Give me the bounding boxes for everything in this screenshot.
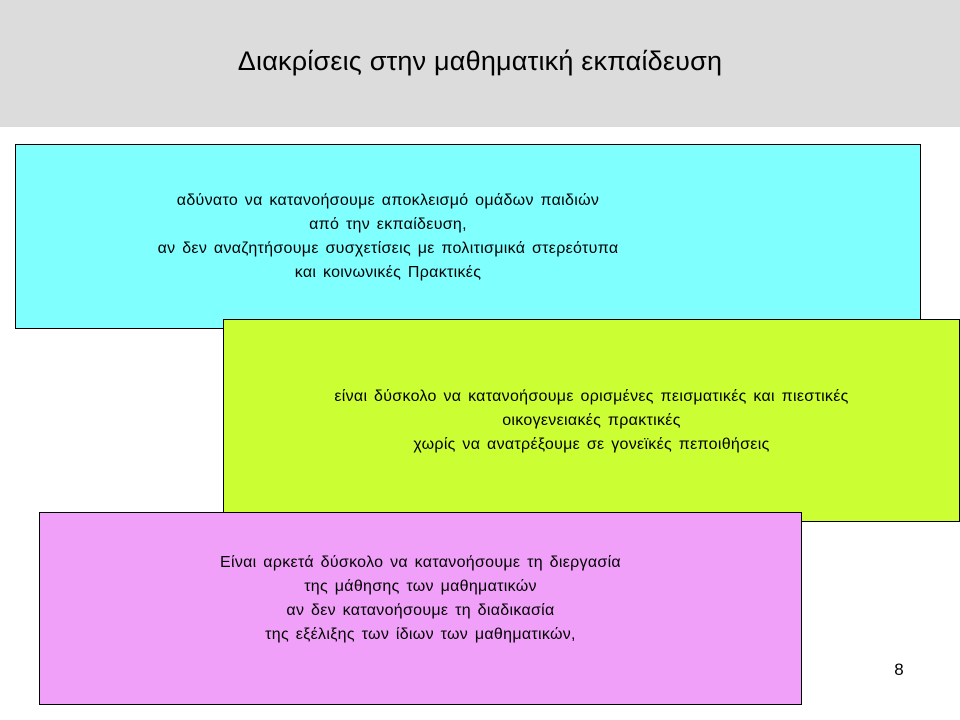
- text-line: αν δεν κατανοήσουμε τη διαδικασία: [286, 601, 555, 619]
- text-box-content: [334, 385, 848, 457]
- text-line: αν δεν αναζητήσουμε συσχετίσεις με πολιτισμικά στερεότυπα: [157, 239, 619, 257]
- text-line: είναι δύσκολο να κατανοήσουμε ορισμένες πεισματικές και πιεστικές: [334, 387, 849, 405]
- text-box-family-practices: [223, 319, 960, 522]
- text-line: από την εκπαίδευση,: [309, 215, 467, 233]
- text-line: οικογενειακές πρακτικές: [502, 411, 681, 429]
- text-box-content: [158, 189, 619, 285]
- text-box-content: [220, 551, 621, 647]
- text-line: χωρίς να ανατρέξουμε σε γονεϊκές πεποιθήσεις: [413, 435, 770, 453]
- title-bar: [0, 0, 960, 127]
- text-line: και κοινωνικές Πρακτικές: [294, 263, 482, 281]
- slide-title: Διακρίσεις στην μαθηματική εκπαίδευση: [237, 46, 723, 76]
- text-line: της μάθησης των μαθηματικών: [304, 577, 537, 595]
- text-line: αδύνατο να κατανοήσουμε αποκλεισμό ομάδων παιδιών: [176, 191, 600, 209]
- text-box-exclusion: [15, 144, 921, 329]
- page-number: 8: [894, 660, 904, 679]
- text-line: Είναι αρκετά δύσκολο να κατανοήσουμε τη διεργασία: [220, 553, 621, 571]
- text-box-learning-process: [39, 512, 802, 705]
- text-line: της εξέλιξης των ίδιων των μαθηματικών,: [265, 625, 576, 643]
